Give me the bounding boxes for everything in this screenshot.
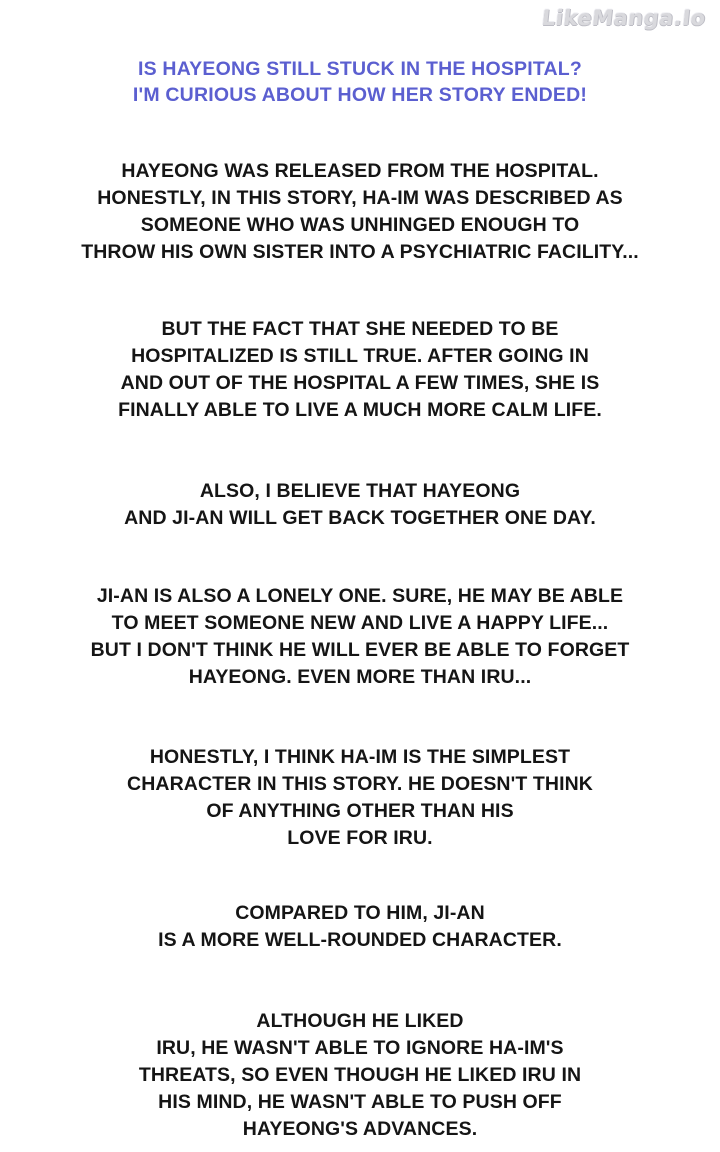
question-line: I'M CURIOUS ABOUT HOW HER STORY ENDED!: [132, 84, 588, 106]
paragraph-line: AND OUT OF THE HOSPITAL A FEW TIMES, SHE IS: [120, 372, 600, 394]
answer-paragraph-5: [0, 744, 720, 852]
paragraph-line: IS A MORE WELL-ROUNDED CHARACTER.: [158, 929, 562, 951]
paragraph-line: ALSO, I BELIEVE THAT HAYEONG: [199, 480, 521, 502]
answer-paragraph-3: [0, 478, 720, 532]
answer-paragraph-6: [0, 900, 720, 954]
paragraph-line: THREATS, SO EVEN THOUGH HE LIKED IRU IN: [138, 1064, 582, 1086]
answer-paragraph-7: [0, 1008, 720, 1143]
paragraph-line: LOVE FOR IRU.: [287, 827, 433, 849]
paragraph-line: OF ANYTHING OTHER THAN HIS: [206, 800, 514, 822]
answer-paragraph-4: [0, 583, 720, 691]
paragraph-line: HOSPITALIZED IS STILL TRUE. AFTER GOING IN: [131, 345, 589, 367]
paragraph-line: COMPARED TO HIM, JI-AN: [235, 902, 485, 924]
paragraph-line: HONESTLY, IN THIS STORY, HA-IM WAS DESCRIBED AS: [97, 187, 623, 209]
paragraph-line: TO MEET SOMEONE NEW AND LIVE A HAPPY LIFE...: [111, 612, 609, 634]
paragraph-line: ALTHOUGH HE LIKED: [256, 1010, 464, 1032]
paragraph-line: BUT THE FACT THAT SHE NEEDED TO BE: [161, 318, 559, 340]
answer-paragraph-1: [0, 158, 720, 266]
paragraph-line: HIS MIND, HE WASN'T ABLE TO PUSH OFF: [158, 1091, 562, 1113]
paragraph-line: HAYEONG'S ADVANCES.: [242, 1118, 478, 1140]
paragraph-line: BUT I DON'T THINK HE WILL EVER BE ABLE TO FORGET: [90, 639, 630, 661]
answer-paragraph-2: [0, 316, 720, 424]
paragraph-line: HAYEONG. EVEN MORE THAN IRU...: [188, 666, 532, 688]
paragraph-line: AND JI-AN WILL GET BACK TOGETHER ONE DAY.: [124, 507, 596, 529]
paragraph-line: HONESTLY, I THINK HA-IM IS THE SIMPLEST: [149, 746, 571, 768]
paragraph-line: THROW HIS OWN SISTER INTO A PSYCHIATRIC FACILITY...: [81, 241, 639, 263]
paragraph-line: SOMEONE WHO WAS UNHINGED ENOUGH TO: [140, 214, 580, 236]
paragraph-line: HAYEONG WAS RELEASED FROM THE HOSPITAL.: [121, 160, 599, 182]
question-text: [0, 56, 720, 108]
question-line: IS HAYEONG STILL STUCK IN THE HOSPITAL?: [137, 58, 583, 80]
paragraph-line: CHARACTER IN THIS STORY. HE DOESN'T THINK: [127, 773, 593, 795]
site-watermark: LikeManga.Io: [541, 6, 708, 30]
paragraph-line: FINALLY ABLE TO LIVE A MUCH MORE CALM LIFE.: [118, 399, 602, 421]
paragraph-line: IRU, HE WASN'T ABLE TO IGNORE HA-IM'S: [156, 1037, 564, 1059]
paragraph-line: JI-AN IS ALSO A LONELY ONE. SURE, HE MAY BE ABLE: [96, 585, 624, 607]
